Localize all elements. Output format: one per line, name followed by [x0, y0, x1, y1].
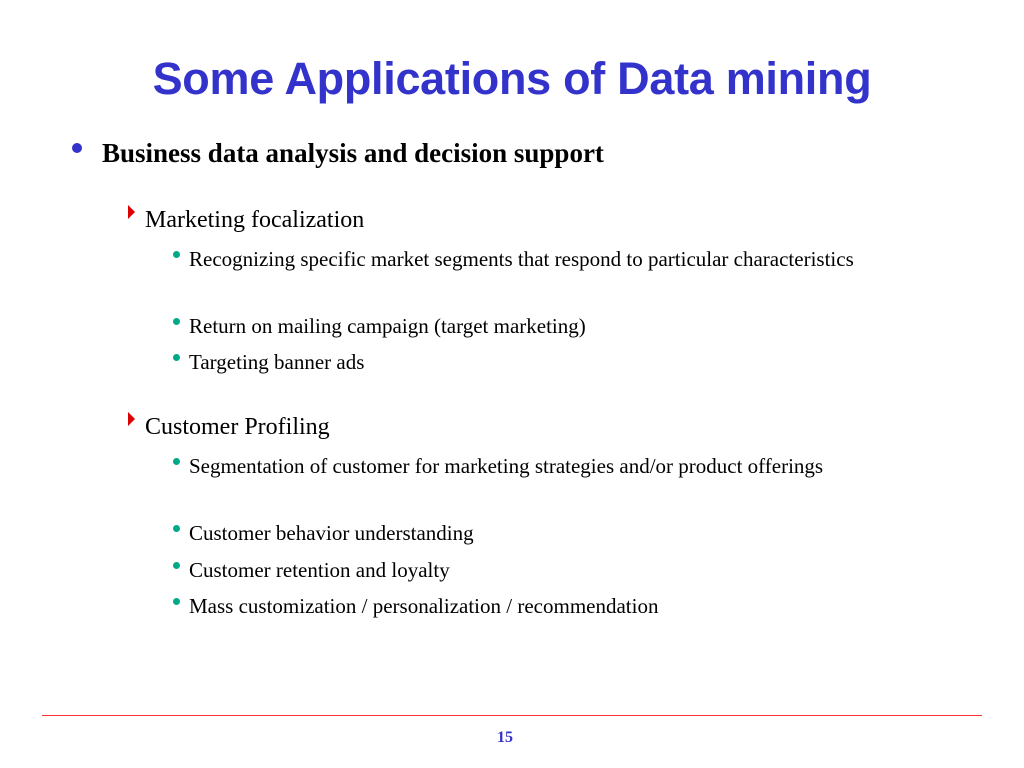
- bullet-customer-profiling: Customer Profiling: [145, 414, 330, 440]
- bullet-targeting-banner-ads: Targeting banner ads: [189, 350, 365, 374]
- bullet-marketing-focalization: Marketing focalization: [145, 207, 365, 233]
- level3-bullet-icon: [173, 562, 180, 569]
- level3-bullet-icon: [173, 251, 180, 258]
- bullet-customer-retention: Customer retention and loyalty: [189, 558, 450, 582]
- level3-bullet-icon: [173, 458, 180, 465]
- level2-arrow-icon: [128, 412, 135, 426]
- slide-title: Some Applications of Data mining: [152, 53, 872, 104]
- bullet-business-data-analysis: Business data analysis and decision support: [102, 138, 604, 168]
- bullet-mass-customization: Mass customization / personalization / recommendation: [189, 594, 659, 618]
- bullet-recognizing-market-segments: Recognizing specific market segments that respond to particular characteristics: [189, 247, 854, 271]
- level2-arrow-icon: [128, 205, 135, 219]
- level3-bullet-icon: [173, 525, 180, 532]
- level1-bullet-icon: [72, 143, 82, 153]
- level3-bullet-icon: [173, 354, 180, 361]
- bullet-customer-behavior: Customer behavior understanding: [189, 521, 474, 545]
- bullet-segmentation-of-customer: Segmentation of customer for marketing strategies and/or product offerings: [189, 454, 824, 478]
- footer-divider: [42, 715, 982, 716]
- level3-bullet-icon: [173, 598, 180, 605]
- bullet-return-on-mailing: Return on mailing campaign (target marketing): [189, 314, 586, 338]
- page-number: 15: [497, 729, 513, 746]
- level3-bullet-icon: [173, 318, 180, 325]
